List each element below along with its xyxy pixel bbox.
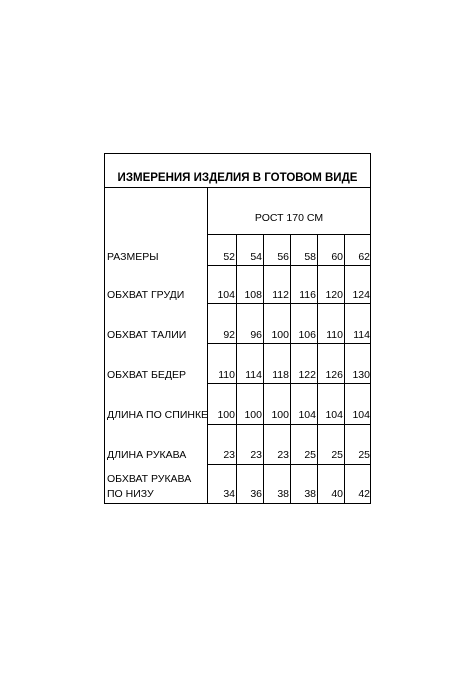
waist-value: 100 — [271, 329, 289, 341]
back-length-value: 104 — [298, 409, 316, 421]
sleeve-bottom-value: 42 — [358, 488, 370, 500]
hips-value: 114 — [245, 369, 262, 381]
back-length-value: 100 — [271, 409, 289, 421]
hips-value: 110 — [218, 369, 235, 381]
size-value: 56 — [277, 251, 289, 263]
sleeve-length-value: 23 — [223, 449, 235, 461]
sleeve-bottom-value: 40 — [331, 488, 343, 500]
hips-value: 126 — [325, 369, 343, 381]
row-divider — [208, 343, 370, 344]
back-length-value: 104 — [352, 409, 370, 421]
measurements-table — [104, 153, 371, 504]
chest-value: 112 — [272, 289, 289, 301]
row-label-sizes: РАЗМЕРЫ — [107, 251, 159, 263]
sleeve-length-value: 25 — [304, 449, 316, 461]
waist-value: 114 — [353, 329, 370, 341]
waist-value: 92 — [223, 329, 235, 341]
hips-value: 118 — [272, 369, 289, 381]
height-label: РОСТ 170 СМ — [254, 212, 324, 224]
back-length-value: 100 — [217, 409, 235, 421]
size-value: 60 — [331, 251, 343, 263]
row-divider — [208, 303, 370, 304]
row-divider — [208, 265, 370, 266]
row-label-waist: ОБХВАТ ТАЛИИ — [107, 329, 187, 341]
row-divider — [208, 464, 370, 465]
chest-value: 116 — [299, 289, 316, 301]
row-label-chest: ОБХВАТ ГРУДИ — [107, 289, 185, 301]
sleeve-length-value: 23 — [250, 449, 262, 461]
sleeve-bottom-value: 34 — [223, 488, 235, 500]
sleeve-length-value: 25 — [331, 449, 343, 461]
row-label-sleeve-bottom-line2: ПО НИЗУ — [107, 488, 154, 500]
waist-value: 96 — [250, 329, 262, 341]
sleeve-length-value: 25 — [358, 449, 370, 461]
size-value: 58 — [304, 251, 316, 263]
chest-value: 104 — [217, 289, 235, 301]
back-length-value: 100 — [244, 409, 262, 421]
hips-value: 130 — [352, 369, 370, 381]
size-value: 52 — [223, 251, 235, 263]
row-label-hips: ОБХВАТ БЕДЕР — [107, 369, 187, 381]
size-value: 54 — [250, 251, 262, 263]
height-header — [208, 188, 370, 235]
waist-value: 106 — [298, 329, 316, 341]
sleeve-bottom-value: 36 — [250, 488, 262, 500]
row-label-sleeve-bottom-line1: ОБХВАТ РУКАВА — [107, 473, 192, 485]
sleeve-length-value: 23 — [277, 449, 289, 461]
row-label-back-length: ДЛИНА ПО СПИНКЕ — [107, 409, 209, 421]
waist-value: 110 — [326, 329, 343, 341]
back-length-value: 104 — [325, 409, 343, 421]
chest-value: 124 — [352, 289, 370, 301]
sleeve-bottom-value: 38 — [304, 488, 316, 500]
chest-value: 108 — [244, 289, 262, 301]
row-divider — [208, 383, 370, 384]
hips-value: 122 — [298, 369, 316, 381]
chest-value: 120 — [325, 289, 343, 301]
row-label-sleeve-length: ДЛИНА РУКАВА — [107, 449, 187, 461]
size-value: 62 — [358, 251, 370, 263]
sleeve-bottom-value: 38 — [277, 488, 289, 500]
table-title: ИЗМЕРЕНИЯ ИЗДЕЛИЯ В ГОТОВОМ ВИДЕ — [105, 154, 370, 188]
row-divider — [208, 424, 370, 425]
